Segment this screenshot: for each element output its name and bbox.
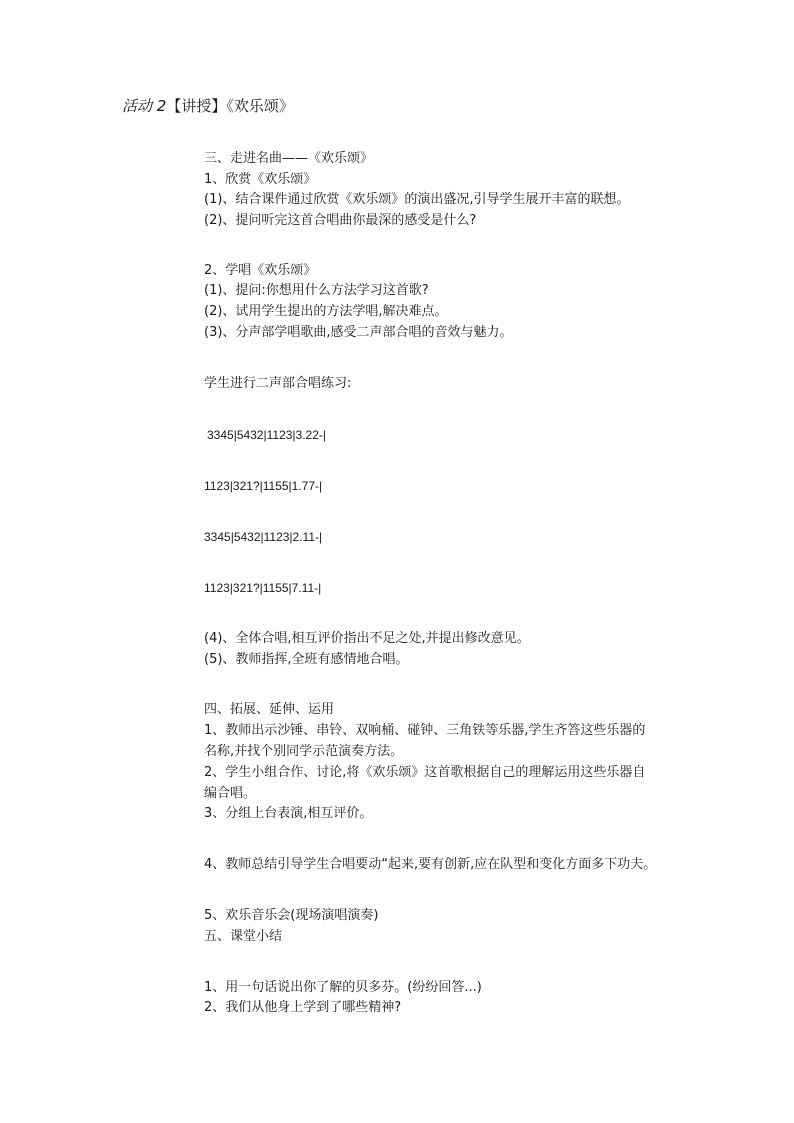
section-5-title: 五、课堂小结 xyxy=(204,929,283,944)
part-2-item-1: (1)、提问:你想用什么方法学习这首歌? xyxy=(204,283,429,298)
part-2-title: 2、学唱《欢乐颂》 xyxy=(204,263,317,278)
part-2-item-5: (5)、教师指挥,全班有感情地合唱。 xyxy=(204,652,409,667)
part-1-title: 1、欣赏《欢乐颂》 xyxy=(204,172,317,187)
section-4-item-1-line-2: 名称,并找个别同学示范演奏方法。 xyxy=(204,744,404,759)
section-4-item-1-line-1: 1、教师出示沙锤、串铃、双响桶、碰钟、三角铁等乐器,学生齐答这些乐器的 xyxy=(204,723,646,738)
practice-intro: 学生进行二声部合唱练习: xyxy=(204,376,352,391)
part-2-item-2: (2)、试用学生提出的方法学唱,解决难点。 xyxy=(204,304,448,319)
part-1-item-2: (2)、提问听完这首合唱曲你最深的感受是什么? xyxy=(204,213,477,228)
score-line-1: 3345|5432|1123|3.22-| xyxy=(207,428,327,442)
score-line-2: 1123|321?|1155|1.77-| xyxy=(204,479,323,493)
section-4-item-2-line-1: 2、学生小组合作、讨论,将《欢乐颂》这首歌根据自己的理解运用这些乐器自 xyxy=(204,765,646,780)
section-4-item-4: 4、教师总结引导学生合唱要动“起来,要有创新,应在队型和变化方面多下功夫。 xyxy=(204,857,657,872)
score-line-4: 1123|321?|1155|7.11-| xyxy=(204,581,322,595)
part-2-item-3: (3)、分声部学唱歌曲,感受二声部合唱的音效与魅力。 xyxy=(204,325,513,340)
activity-title: 【讲授】《欢乐颂》 xyxy=(166,97,294,115)
activity-label: 活动 2 xyxy=(122,97,167,115)
section-4-item-3: 3、分组上台表演,相互评价。 xyxy=(204,806,373,821)
section-4-title: 四、拓展、延伸、运用 xyxy=(204,702,335,717)
activity-heading xyxy=(122,96,294,116)
score-line-3: 3345|5432|1123|2.11-| xyxy=(204,530,323,544)
part-1-item-1: (1)、结合课件通过欣赏《欢乐颂》的演出盛况,引导学生展开丰富的联想。 xyxy=(204,192,630,207)
part-2-item-4: (4)、全体合唱,相互评价指出不足之处,并提出修改意见。 xyxy=(204,631,530,646)
section-4-item-2-line-2: 编合唱。 xyxy=(204,786,257,801)
section-5-item-2: 2、我们从他身上学到了哪些精神? xyxy=(204,1000,402,1015)
section-4-item-5: 5、欢乐音乐会(现场演唱演奏) xyxy=(204,908,379,923)
section-5-item-1: 1、用一句话说出你了解的贝多芬。(纷纷回答...) xyxy=(204,980,482,995)
section-3-title: 三、走进名曲——《欢乐颂》 xyxy=(204,151,374,166)
